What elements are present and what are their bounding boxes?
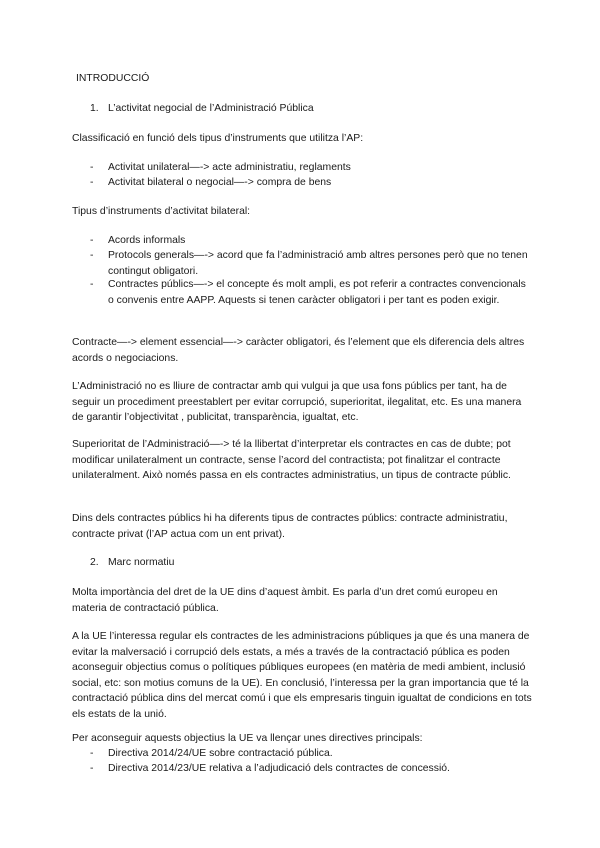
- paragraph-administracio: L’Administració no es lliure de contractar amb qui vulgui ja que usa fons públics per tant, ha de seguir un procediment preestablert per evitar corrupció, superioritat, ilegalitat, etc. Es una manera de garantir l’objectivitat , publicitat, transparència, igualtat, etc.: [72, 381, 522, 423]
- section-1-number: 1.: [90, 103, 99, 114]
- bullet-dash: -: [90, 748, 94, 759]
- paragraph-superioritat: Superioritat de l’Administració—-> té la llibertat d’interpretar els contractes en cas de dubte; pot modificar unilateralment un contracte, sense l’acord del contractista; pot finalitzar el contracte unilateralment. Això només passa en els contractes administratius, un tipus de contracte públic.: [72, 439, 511, 481]
- list-item: Activitat bilateral o negocial—-> compra de bens: [108, 177, 332, 188]
- paragraph-contracte: Contracte—-> element essencial—-> caràcter obligatori, és l’element que els diferencia dels altres acords o negociacions.: [72, 337, 525, 364]
- paragraph-tipus-contractes: Dins dels contractes públics hi ha diferents tipus de contractes públics: contracte administratiu, contracte privat (l’AP actua com un ent privat).: [72, 513, 508, 540]
- paragraph-directives: Per aconseguir aquests objectius la UE va llençar unes directives principals:: [72, 733, 423, 744]
- section-1-title: L’activitat negocial de l’Administració Pública: [108, 103, 314, 114]
- list-item: Protocols generals—-> acord que fa l’administració amb altres persones però que no tenen contingut obligatori.: [108, 250, 528, 277]
- bullet-dash: -: [90, 235, 94, 246]
- paragraph-classificacio: Classificació en funció dels tipus d’instruments que utilitza l’AP:: [72, 133, 364, 144]
- document-title: INTRODUCCIÓ: [76, 73, 150, 84]
- section-2-title: Marc normatiu: [108, 557, 175, 568]
- list-item: Contractes públics—-> el concepte és molt ampli, es pot referir a contractes convencionals o convenis entre AAPP. Aquests si tenen caràcter obligatori i per tant es poden exigir.: [108, 279, 526, 306]
- paragraph-tipus-instruments: Tipus d’instruments d’activitat bilateral:: [72, 206, 251, 217]
- bullet-dash: -: [90, 177, 94, 188]
- paragraph-ue: A la UE l’interessa regular els contractes de les administracions públiques ja que és una manera de evitar la malversació i corrupció dels estats, a més a través de la contractació pública es poden aconseguir objectius comus o polítiques públiques europees (en matèria de medi ambient, inclusió social, etc: son motius comuns de la UE). En conclusió, l’interessa per la gran importancia que té la contractació pública dins del mercat comú i que els empresaris tinguin igualtat de condicions en tots els estats de la unió.: [72, 631, 532, 720]
- bullet-dash: -: [90, 162, 94, 173]
- bullet-dash: -: [90, 279, 94, 290]
- list-item: Directiva 2014/23/UE relativa a l’adjudicació dels contractes de concessió.: [108, 763, 450, 774]
- section-2-number: 2.: [90, 557, 99, 568]
- list-item: Acords informals: [108, 235, 186, 246]
- list-item: Directiva 2014/24/UE sobre contractació pública.: [108, 748, 333, 759]
- bullet-dash: -: [90, 250, 94, 261]
- paragraph-importancia: Molta importància del dret de la UE dins d’aquest àmbit. Es parla d’un dret comú europeu en materia de contractació pública.: [72, 587, 498, 614]
- list-item: Activitat unilateral—-> acte administratiu, reglaments: [108, 162, 351, 173]
- bullet-dash: -: [90, 763, 94, 774]
